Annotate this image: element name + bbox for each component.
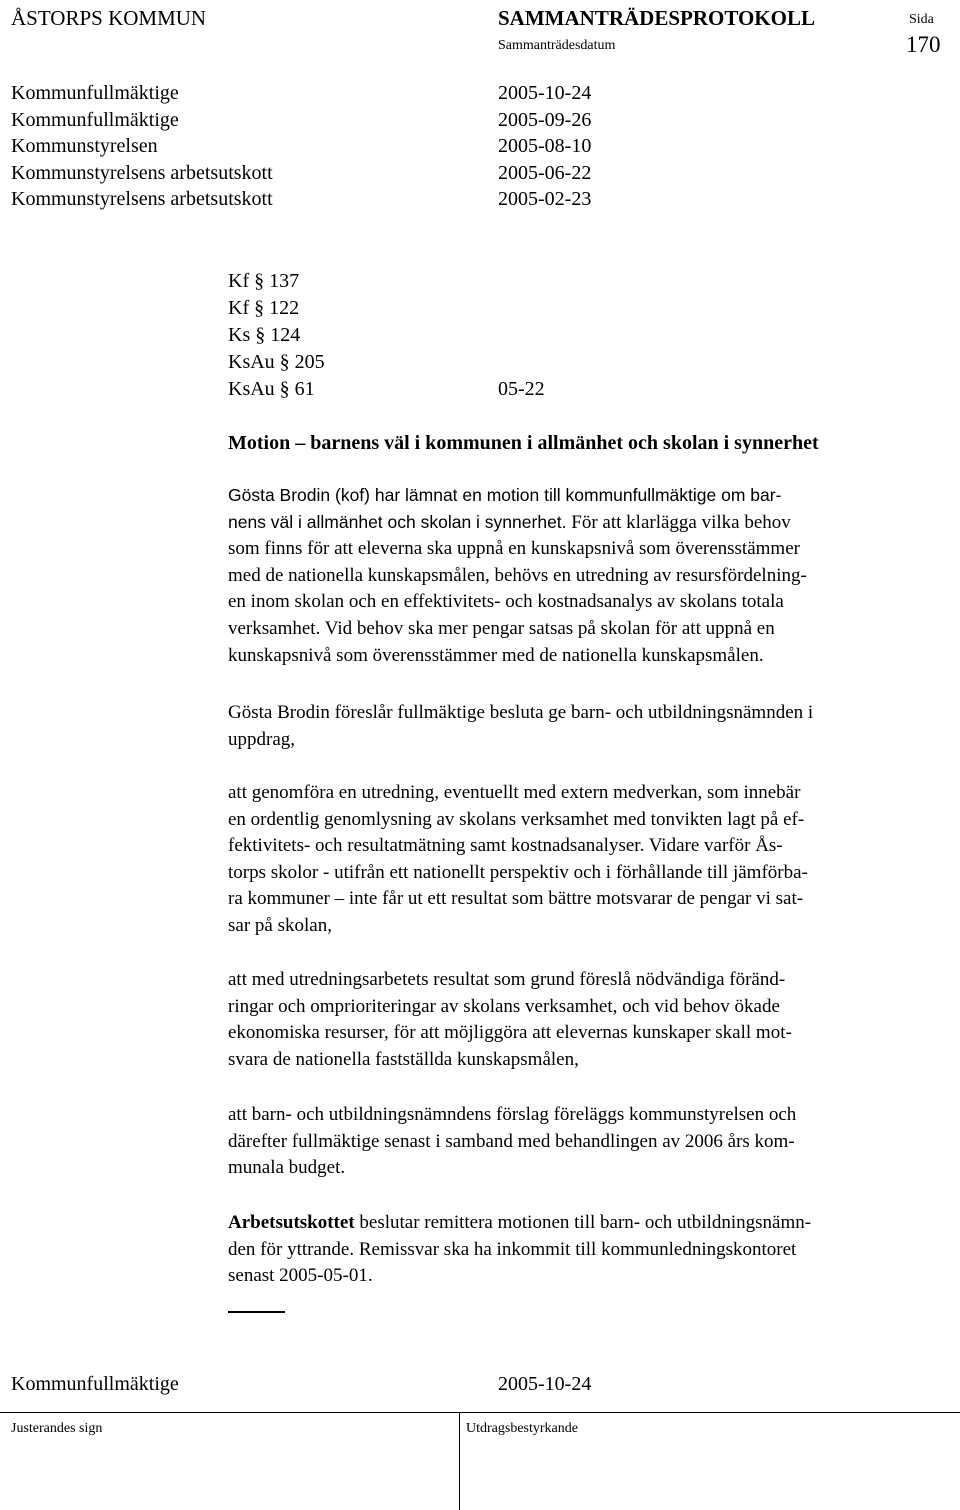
extract-certification-label: Utdragsbestyrkande [466, 1421, 578, 1436]
section-number: 61 [294, 378, 315, 400]
body-code: Kf [228, 270, 250, 292]
page-label: Sida [909, 12, 934, 27]
section-reference [228, 349, 325, 376]
text-line: Gösta Brodin föreslår fullmäktige besluta ge barn- och utbildningsnämnden i [228, 702, 814, 723]
municipality-name: ÅSTORPS KOMMUN [11, 6, 207, 30]
text-line: verksamhet. Vid behov ska mer pengar satsas på skolan för att uppnå en [228, 617, 775, 639]
page-number: 170 [906, 32, 941, 57]
proposal-intro [228, 700, 948, 753]
motion-title: Motion – barnens väl i kommunen i allmänhet och skolan i synnerhet [228, 432, 819, 454]
justification-sign-label: Justerandes sign [11, 1421, 103, 1436]
text-line: därefter fullmäktige senast i samband med behandlingen av 2006 års kom- [228, 1130, 795, 1152]
text-line: att genomföra en utredning, eventuellt med extern medverkan, som innebär [228, 782, 801, 803]
next-meeting-body: Kommunfullmäktige [11, 1373, 179, 1395]
text-line: en inom skolan och en effektivitets- och kostnadsanalys av skolans totala [228, 591, 784, 613]
text-line: munala budget. [228, 1157, 346, 1179]
body-code: Ks [228, 324, 251, 346]
meeting-date: 2005-10-24 [498, 82, 592, 104]
section-reference [228, 268, 299, 295]
text-line: För att klarlägga vilka behov [566, 511, 791, 533]
document-type: SAMMANTRÄDESPROTOKOLL [498, 6, 815, 30]
meeting-body: Kommunstyrelsens arbetsutskott [11, 188, 273, 211]
text-line: den för yttrande. Remissvar ska ha inkommit till kommunledningskontoret [228, 1238, 797, 1260]
section-number: 122 [269, 297, 300, 319]
section-sign: § [279, 378, 290, 400]
section-reference [228, 295, 299, 322]
text-line: torps skolor - utifrån ett nationellt perspektiv och i förhållande till jämförba- [228, 861, 808, 883]
meeting-date-label: Sammanträdesdatum [498, 38, 616, 53]
meeting-body: Kommunstyrelsens arbetsutskott [11, 161, 273, 184]
decision-body: Arbetsutskottet [228, 1212, 355, 1233]
meeting-date: 2005-02-23 [498, 188, 592, 211]
next-meeting-date: 2005-10-24 [498, 1373, 592, 1395]
section-separator [228, 1311, 285, 1313]
proposal-clause-2 [228, 967, 948, 1073]
section-number: 137 [269, 270, 300, 292]
section-sign: § [254, 297, 265, 319]
body-code: Kf [228, 297, 250, 319]
proposal-clause-1 [228, 780, 948, 940]
text-line: Gösta Brodin (kof) har lämnat en motion till kommunfullmäktige om bar- [228, 485, 782, 505]
section-reference [228, 322, 300, 349]
text-line: en ordentlig genomlysning av skolans verksamhet med tonvikten lagt på ef- [228, 808, 805, 830]
body-code: KsAu [228, 351, 275, 373]
text-line: fektivitets- och resultatmätning samt kostnadsanalyser. Vidare varför Ås- [228, 835, 783, 857]
meeting-body: Kommunfullmäktige [11, 82, 179, 104]
section-number: 124 [270, 324, 301, 346]
text-line: att barn- och utbildningsnämndens förslag föreläggs kommunstyrelsen och [228, 1104, 797, 1125]
text-line: sar på skolan, [228, 914, 332, 936]
meeting-body: Kommunstyrelsen [11, 135, 158, 158]
meeting-date: 2005-08-10 [498, 135, 592, 158]
section-reference [228, 376, 315, 403]
text-line: nens väl i allmänhet och skolan i synnerhet. [228, 511, 567, 532]
meeting-date: 2005-09-26 [498, 108, 592, 131]
section-sign: § [279, 351, 290, 373]
text-line: ringar och omprioriteringar av skolans verksamhet, och vid behov ökade [228, 995, 780, 1017]
text-line: beslutar remittera motionen till barn- och utbildningsnämn- [354, 1212, 812, 1233]
footer-top-rule [0, 1412, 960, 1413]
text-line: att med utredningsarbetets resultat som grund föreslå nödvändiga föränd- [228, 969, 786, 990]
text-line: kunskapsnivå som överensstämmer med de nationella kunskapsmålen. [228, 644, 764, 666]
section-extra-date: 05-22 [498, 378, 545, 400]
motion-summary [228, 482, 948, 669]
text-line: som finns för att eleverna ska uppnå en kunskapsnivå som överensstämmer [228, 538, 800, 560]
proposal-clause-3 [228, 1102, 948, 1182]
text-line: svara de nationella fastställda kunskapsmålen, [228, 1048, 579, 1070]
text-line: med de nationella kunskapsmålen, behövs en utredning av resursfördelning- [228, 564, 807, 586]
text-line: ekonomiska resurser, för att möjliggöra att elevernas kunskaper skall mot- [228, 1022, 792, 1044]
committee-decision [228, 1210, 948, 1290]
section-sign: § [255, 324, 266, 346]
meeting-date: 2005-06-22 [498, 161, 592, 184]
body-code: KsAu [228, 378, 275, 400]
section-sign: § [254, 270, 265, 292]
footer-divider [459, 1412, 460, 1510]
text-line: uppdrag, [228, 728, 296, 750]
text-line: senast 2005-05-01. [228, 1265, 373, 1287]
meeting-body: Kommunfullmäktige [11, 108, 179, 131]
section-number: 205 [294, 351, 325, 373]
text-line: ra kommuner – inte får ut ett resultat som bättre motsvarar de pengar vi sat- [228, 888, 804, 910]
